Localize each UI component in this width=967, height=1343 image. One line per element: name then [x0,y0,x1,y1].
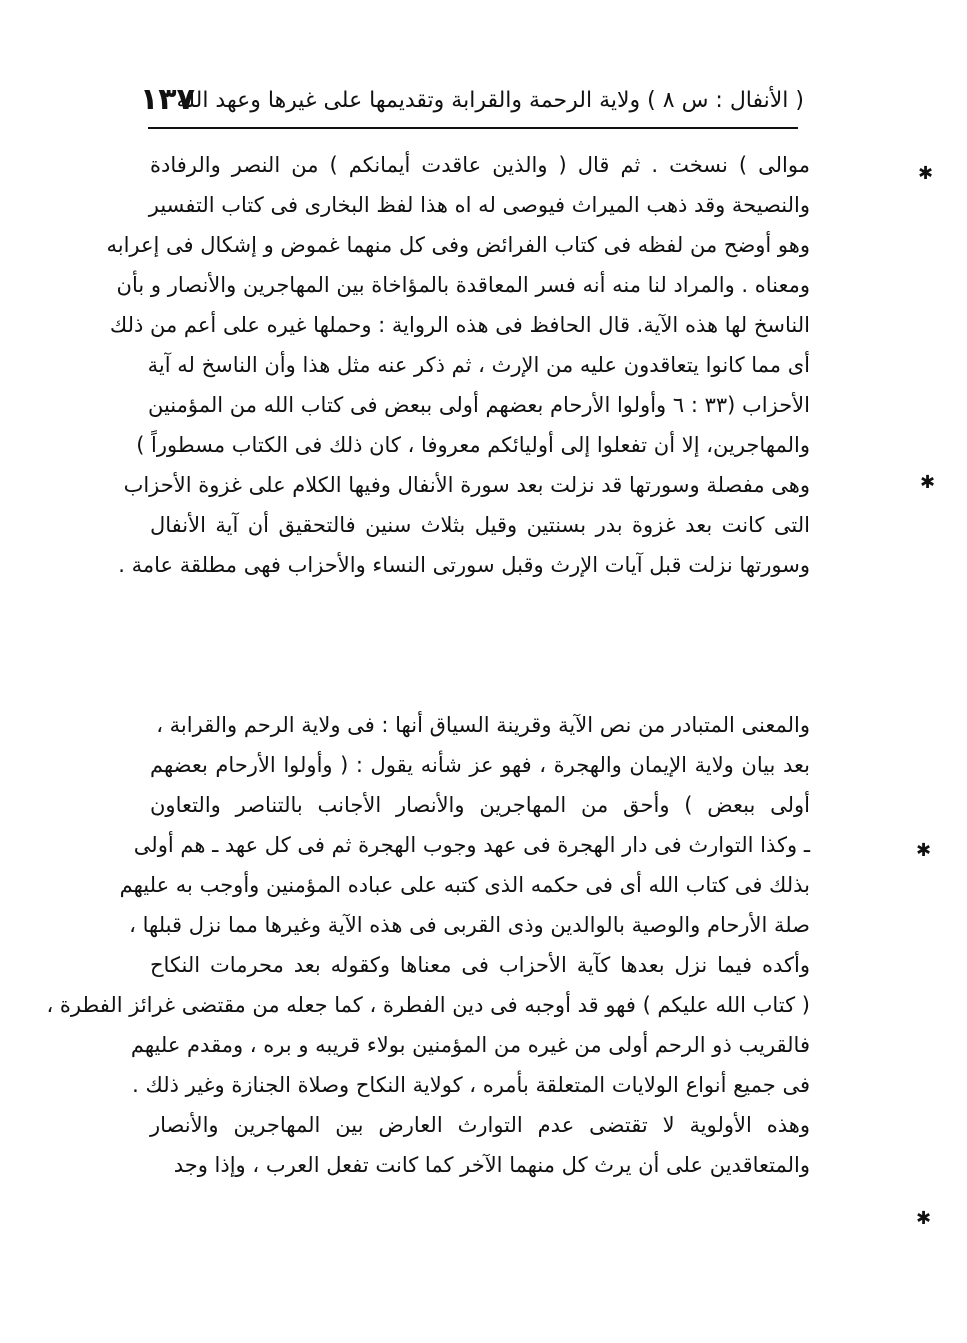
text-line: وسورتها نزلت قبل آيات الإرث وقبل سورتى النساء والأحزاب فهى مطلقة عامة . [118,553,810,577]
text-line: وهذه الأولوية لا تقتضى عدم التوارث العارض بين المهاجرين والأنصار [150,1113,810,1137]
text-line: أى مما كانوا يتعاقدون عليه من الإرث ، ثم ذكر عنه مثل هذا وأن الناسخ له آية [147,353,810,377]
margin-mark-3: ✱ [916,840,932,861]
page-number: ١٣٧ [140,82,195,117]
text-line: الأحزاب (٣٣ : ٦ وأولوا الأرحام بعضهم أولى ببعض فى كتاب الله من المؤمنين [147,393,810,417]
header-rule [148,127,798,129]
text-line: والمعنى المتبادر من نص الآية وقرينة السياق أنها : فى ولاية الرحم والقرابة ، [156,713,810,737]
text-line: موالى ) نسخت . ثم قال ( والذين عاقدت أيمانكم ) من النصر والرفادة [150,153,810,177]
text-line: ـ وكذا التوارث فى دار الهجرة فى عهد وجوب الهجرة ثم فى كل عهد ـ هم أولى [133,833,810,857]
text-line: أولى ببعض ) وأحق من المهاجرين والأنصار الأجانب بالتناصر والتعاون [150,793,810,817]
text-line: وهو أوضح من لفظه فى كتاب الفرائض وفى كل منهما غموض و إشكال فى إعرابه [106,233,810,257]
text-line: الناسخ لها هذه الآية. قال الحافظ فى هذه الرواية : وحملها غيره على أعم من ذلك [109,313,810,337]
margin-mark-2: ✱ [920,472,936,493]
text-line: والمتعاقدين على أن يرث كل منهما الآخر كما كانت تفعل العرب ، وإذا وجد [173,1153,810,1177]
header-title: ( الأنفال : س ٨ ) ولاية الرحمة والقرابة وتقديمها على غيرها وعهد الله [176,88,804,113]
running-header [132,82,804,126]
text-line: ومعناه . والمراد لنا منه أنه فسر المعاقدة بالمؤاخاة بين المهاجرين والأنصار و بأن [116,273,810,297]
text-line: صلة الأرحام والوصية بالوالدين وذى القربى فى هذه الآية وغيرها مما نزل قبلها ، [129,913,810,937]
margin-mark-4: ✱ [916,1208,932,1229]
text-line: وهى مفصلة وسورتها قد نزلت بعد سورة الأنفال وفيها الكلام على غزوة الأحزاب [123,473,810,497]
margin-mark-1: ✱ [918,163,934,184]
text-line: والمهاجرين، إلا أن تفعلوا إلى أوليائكم معروفا ، كان ذلك فى الكتاب مسطوراً ) [136,433,810,457]
text-line: وأكده فيما نزل بعدها كآية الأحزاب فى معناها وكقوله بعد محرمات النكاح [150,953,810,977]
text-line: بعد بيان ولاية الإيمان والهجرة ، فهو عز شأنه يقول : ( وأولوا الأرحام بعضهم [150,753,810,777]
text-line: التى كانت بعد غزوة بدر بسنتين وقيل بثلاث سنين فالتحقيق أن آية الأنفال [150,513,810,537]
text-line: فالقريب ذو الرحم أولى من غيره من المؤمنين بولاء قريبه و بره ، ومقدم عليهم [130,1033,810,1057]
text-line: بذلك فى كتاب الله أى فى حكمه الذى كتبه على عباده المؤمنين وأوجب به عليهم [119,873,810,897]
text-line: والنصيحة وقد ذهب الميراث فيوصى له اه هذا لفظ البخارى فى كتاب التفسير [148,193,810,217]
text-line: فى جميع أنواع الولايات المتعلقة بأمره ، كولاية النكاح وصلاة الجنازة وغير ذلك . [132,1073,810,1097]
text-line: ( كتاب الله عليكم ) فهو قد أوجبه فى دين الفطرة ، كما جعله من مقتضى غرائز الفطرة ، [46,993,810,1017]
